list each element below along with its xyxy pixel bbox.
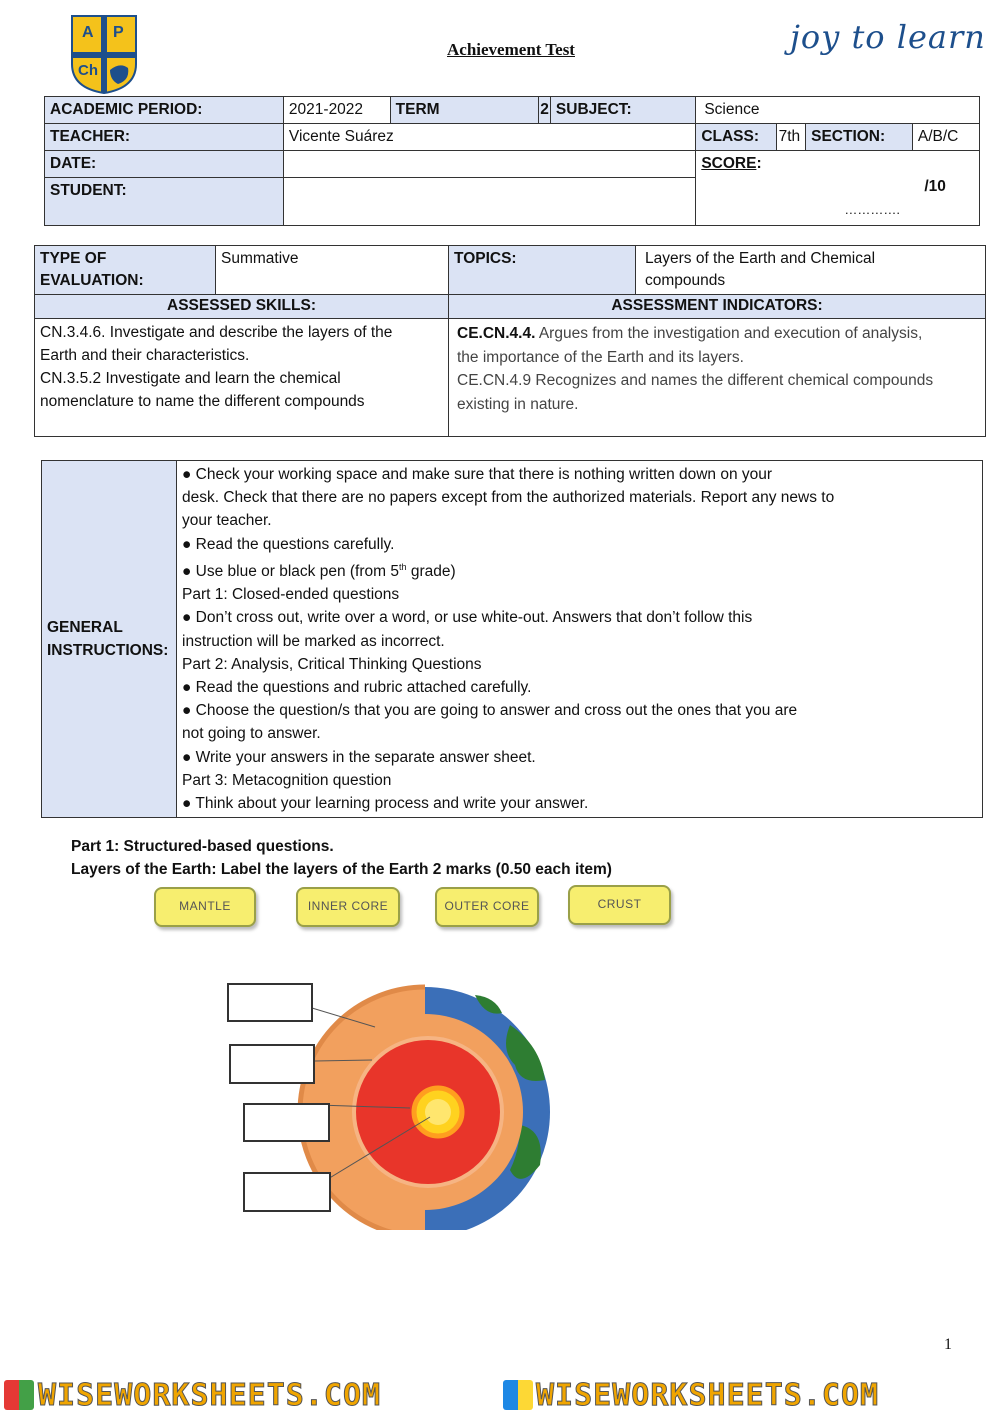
student-label: STUDENT:: [45, 178, 284, 226]
score-cell: [696, 151, 980, 226]
assessment-indicators-header: ASSESSMENT INDICATORS:: [449, 295, 986, 319]
term-value: 2: [539, 97, 551, 124]
indicator-2-line-2: existing in nature.: [457, 395, 579, 413]
instruction-line: Part 2: Analysis, Critical Thinking Questions: [182, 655, 482, 673]
instruction-line: desk. Check that there are no papers except from the authorized materials. Report any news to: [182, 489, 835, 507]
academic-period-value: 2021-2022: [283, 97, 390, 124]
class-label: CLASS:: [696, 124, 776, 151]
instruction-line: ● Read the questions and rubric attached carefully.: [182, 678, 532, 696]
logo-letter-ch: Ch: [78, 62, 98, 79]
term-label: TERM: [390, 97, 538, 124]
indicator-1-code: CE.CN.4.4.: [457, 325, 536, 342]
instruction-line: ● Don’t cross out, write over a word, or use white-out. Answers that don’t follow this: [182, 609, 753, 627]
page-number: 1: [944, 1336, 952, 1353]
instruction-line: ● Write your answers in the separate answer sheet.: [182, 748, 536, 766]
skill-line: CN.3.5.2 Investigate and learn the chemical: [40, 370, 341, 387]
watermark-logo-icon: [4, 1380, 34, 1410]
page-title: Achievement Test: [447, 40, 575, 59]
general-instructions-label-line-1: GENERAL: [47, 618, 123, 636]
instruction-line: Part 3: Metacognition question: [182, 771, 392, 789]
evaluation-type-label: TYPE OF EVALUATION:: [35, 246, 216, 295]
watermark-text-2: WISEWORKSHEETS.COM: [536, 1378, 880, 1413]
label-box-2[interactable]: [229, 1044, 315, 1084]
student-field[interactable]: [283, 178, 695, 226]
instruction-line: Part 1: Closed-ended questions: [182, 586, 400, 604]
option-outer-core[interactable]: OUTER CORE: [435, 887, 539, 927]
score-dots: ………….: [844, 202, 900, 217]
watermark-logo-icon: [503, 1380, 533, 1410]
instruction-line: ● Read the questions carefully.: [182, 535, 395, 553]
instruction-line: instruction will be marked as incorrect.: [182, 632, 445, 650]
watermark-text-1: WISEWORKSHEETS.COM: [38, 1378, 382, 1413]
class-value: 7th: [776, 124, 805, 151]
part1-heading: Part 1: Structured-based questions.: [71, 838, 334, 855]
evaluation-table: [34, 245, 986, 437]
section-value: A/B/C: [912, 124, 979, 151]
logo-letter-p: P: [113, 24, 124, 41]
instruction-pen-line: [182, 556, 977, 583]
topics-line-2: compounds: [645, 272, 726, 289]
topics-label: TOPICS:: [449, 246, 636, 295]
instruction-pen-sup: th: [399, 561, 407, 572]
instructions-table: [41, 460, 983, 818]
option-crust[interactable]: CRUST: [568, 885, 671, 925]
score-label: SCORE: [701, 155, 757, 172]
score-total: /10: [924, 178, 946, 195]
assessed-skills-cell: [35, 319, 449, 437]
date-field[interactable]: [283, 151, 695, 178]
option-inner-core[interactable]: INNER CORE: [296, 887, 400, 927]
skill-line: CN.3.4.6. Investigate and describe the layers of the: [40, 324, 393, 341]
subject-label: SUBJECT:: [550, 97, 695, 124]
score-colon: :: [756, 155, 762, 172]
instruction-pen-text: ● Use blue or black pen (from 5: [182, 562, 399, 580]
logo-letter-a: A: [82, 24, 94, 41]
instruction-pen-end: grade): [406, 562, 456, 580]
general-instructions-text: [177, 461, 983, 818]
teacher-label: TEACHER:: [45, 124, 284, 151]
topics-value: [636, 246, 986, 295]
academic-period-label: ACADEMIC PERIOD:: [45, 97, 284, 124]
label-box-4[interactable]: [243, 1172, 331, 1212]
instruction-line: ● Think about your learning process and write your answer.: [182, 795, 589, 812]
teacher-value: Vicente Suárez: [283, 124, 695, 151]
label-box-1[interactable]: [227, 983, 313, 1022]
assessment-indicators-cell: [449, 319, 986, 437]
indicator-1: [457, 322, 980, 346]
general-instructions-label: [42, 461, 177, 818]
instruction-line: not going to answer.: [182, 725, 321, 743]
subject-value: Science: [696, 97, 980, 124]
skill-line: Earth and their characteristics.: [40, 347, 250, 364]
option-mantle[interactable]: MANTLE: [154, 887, 256, 927]
info-table: [44, 96, 980, 226]
instruction-line: ● Check your working space and make sure that there is nothing written down on your: [182, 466, 773, 483]
general-instructions-label-line-2: INSTRUCTIONS:: [47, 642, 169, 660]
assessed-skills-header: ASSESSED SKILLS:: [35, 295, 449, 319]
label-box-3[interactable]: [243, 1103, 330, 1142]
indicator-1-text: Argues from the investigation and execution of analysis,: [535, 325, 923, 342]
skill-line: nomenclature to name the different compounds: [40, 393, 365, 410]
instruction-line: your teacher.: [182, 512, 272, 530]
date-label: DATE:: [45, 151, 284, 178]
evaluation-type-value: Summative: [216, 246, 449, 295]
indicator-1-line-2: the importance of the Earth and its layers.: [457, 348, 744, 366]
instruction-line: ● Choose the question/s that you are going to answer and cross out the ones that you are: [182, 702, 798, 720]
section-label: SECTION:: [806, 124, 913, 151]
indicator-2-line-1: CE.CN.4.9 Recognizes and names the different chemical compounds: [457, 372, 934, 389]
slogan-logo: joy to learn: [790, 18, 986, 56]
topics-line-1: Layers of the Earth and Chemical: [645, 250, 876, 267]
part1-subheading: Layers of the Earth: Label the layers of the Earth 2 marks (0.50 each item): [71, 861, 612, 878]
